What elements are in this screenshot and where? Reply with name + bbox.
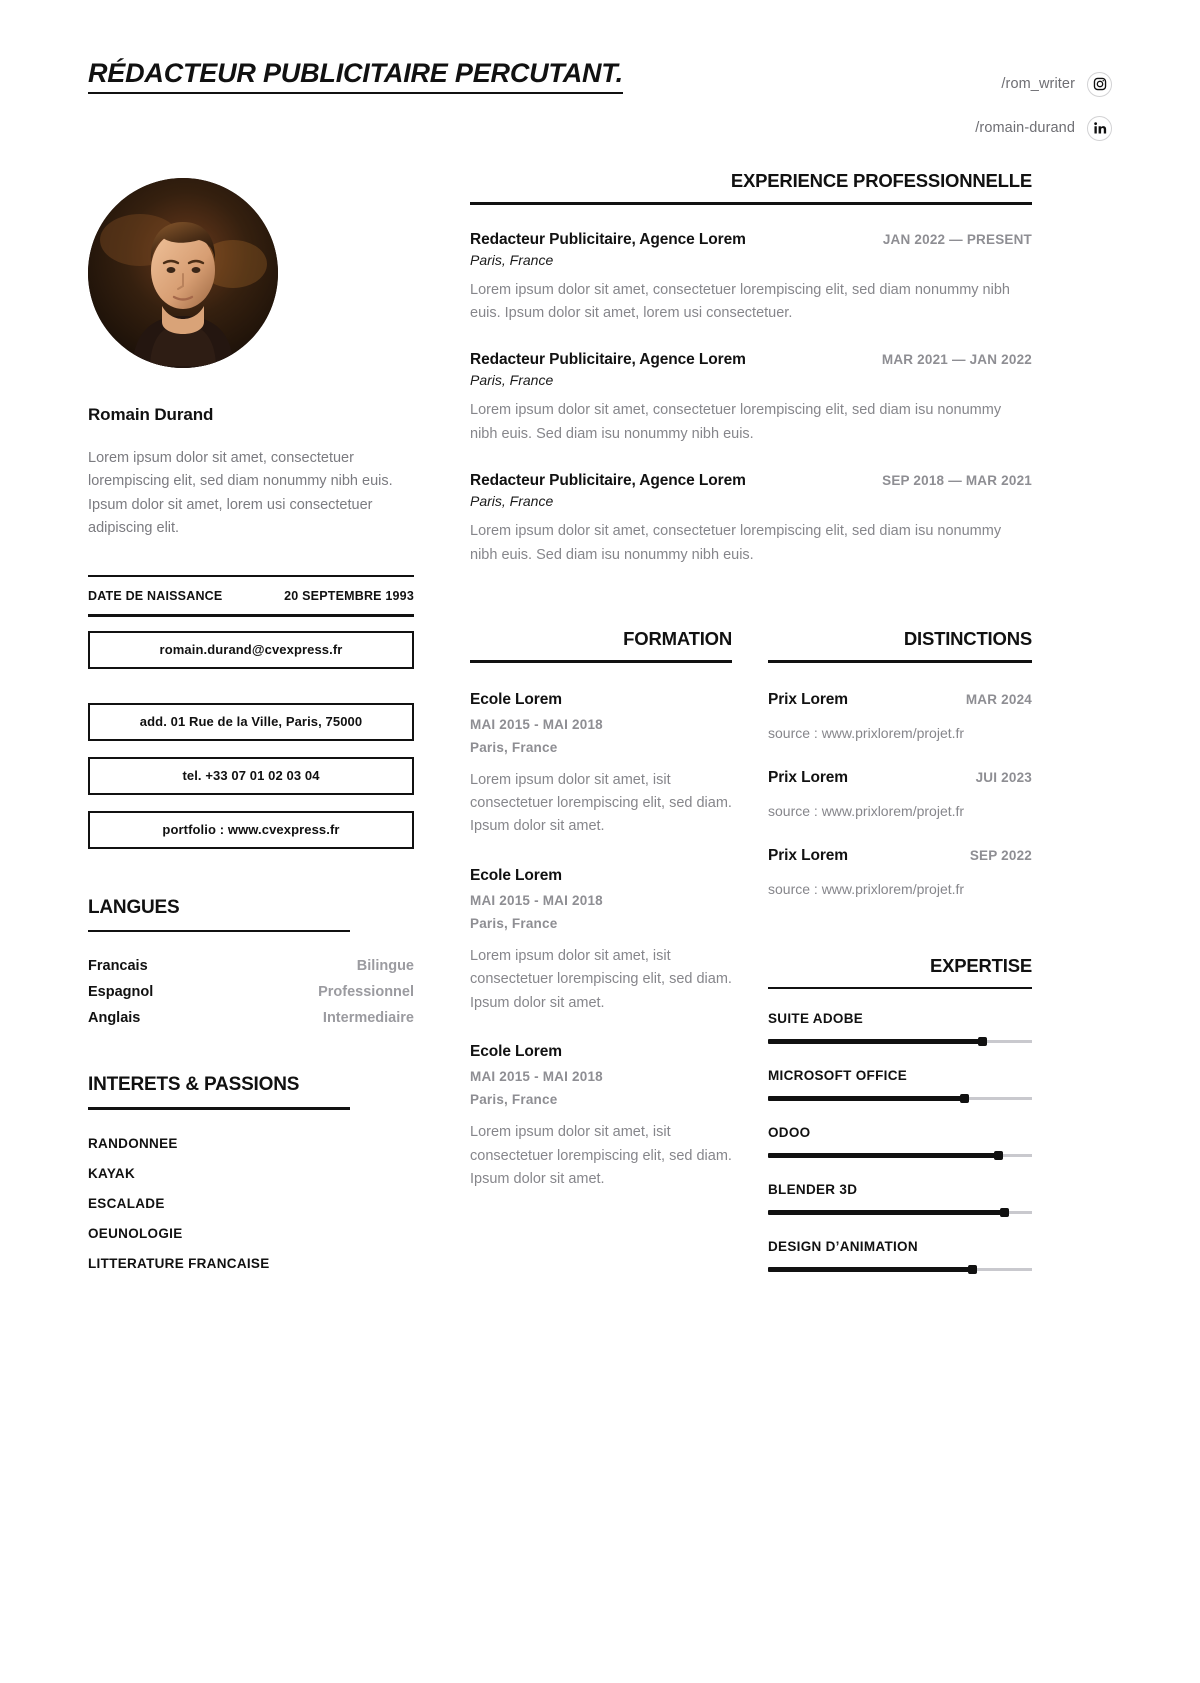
social-handle: /romain-durand xyxy=(975,120,1075,136)
list-item: LITTERATURE FRANCAISE xyxy=(88,1255,270,1271)
contact-address[interactable]: add. 01 Rue de la Ville, Paris, 75000 xyxy=(88,703,414,741)
linkedin-icon[interactable] xyxy=(1087,116,1112,141)
skill-bar xyxy=(768,1265,1032,1274)
skill-item xyxy=(768,1011,1032,1046)
skill-bar-fill xyxy=(768,1267,974,1272)
job-description: Lorem ipsum dolor sit amet, consectetuer lorempiscing elit, sed diam isu nonummy nibh euis. Sed diam isu nonummy nibh euis. xyxy=(470,402,1002,442)
skill-name: BLENDER 3D xyxy=(768,1182,858,1197)
distinction-date: MAR 2024 xyxy=(965,691,1032,707)
section-title: DISTINCTIONS xyxy=(903,628,1032,649)
school-dates: MAI 2015 - MAI 2018 xyxy=(470,892,603,908)
skill-item xyxy=(768,1182,1032,1217)
section-expertise xyxy=(768,955,1032,1275)
list-item: ESCALADE xyxy=(88,1195,165,1211)
skill-bar-knob xyxy=(960,1094,969,1103)
skill-item xyxy=(768,1068,1032,1103)
contact-portfolio[interactable]: portfolio : www.cvexpress.fr xyxy=(88,811,414,849)
distinction-name: Prix Lorem xyxy=(768,690,848,708)
skill-bar-fill xyxy=(768,1153,1000,1158)
social-handle: /rom_writer xyxy=(1001,76,1075,92)
language-level: Bilingue xyxy=(356,958,414,975)
language-name: Francais xyxy=(88,958,148,975)
sidebar xyxy=(88,178,414,1286)
social-instagram[interactable] xyxy=(812,66,1112,102)
skill-item xyxy=(768,1125,1032,1160)
skill-bar xyxy=(768,1037,1032,1046)
lower-columns xyxy=(470,628,1032,1274)
skill-bar-knob xyxy=(968,1265,977,1274)
education-item xyxy=(470,1043,732,1191)
skill-name: SUITE ADOBE xyxy=(768,1011,864,1026)
divider xyxy=(768,987,1032,990)
section-interets xyxy=(88,1074,414,1271)
distinction-date: JUI 2023 xyxy=(975,769,1032,785)
social-links xyxy=(812,66,1112,154)
education-item xyxy=(470,867,732,1015)
header xyxy=(88,58,1112,148)
profile-bio: Lorem ipsum dolor sit amet, consectetuer lorempiscing elit, sed diam nonummy nibh euis. Ipsum dolor sit amet, lorem usi consectetuer adipiscing elit. xyxy=(88,450,393,537)
list-item: OEUNOLOGIE xyxy=(88,1225,183,1241)
language-row xyxy=(88,958,414,974)
section-distinctions xyxy=(768,628,1032,1274)
skill-name: DESIGN D’ANIMATION xyxy=(768,1239,918,1254)
contact-phone[interactable]: tel. +33 07 01 02 03 04 xyxy=(88,757,414,795)
job-description: Lorem ipsum dolor sit amet, consectetuer lorempiscing elit, sed diam isu nonummy nibh euis. Sed diam isu nonummy nibh euis. xyxy=(470,523,1002,563)
skill-bar xyxy=(768,1151,1032,1160)
school-name: Ecole Lorem xyxy=(470,1043,562,1061)
dob-value: 20 SEPTEMBRE 1993 xyxy=(284,589,414,604)
section-experience xyxy=(470,170,1032,567)
skill-name: MICROSOFT OFFICE xyxy=(768,1068,908,1083)
skill-bar-knob xyxy=(978,1037,987,1046)
skill-bar-knob xyxy=(1000,1208,1009,1217)
skill-bar-knob xyxy=(994,1151,1003,1160)
job-title: Redacteur Publicitaire, Agence Lorem xyxy=(470,351,746,369)
experience-item xyxy=(470,472,1032,567)
job-title: Redacteur Publicitaire, Agence Lorem xyxy=(470,230,746,248)
profile-name: Romain Durand xyxy=(88,405,214,424)
list-item: RANDONNEE xyxy=(88,1135,178,1151)
section-title: EXPERTISE xyxy=(929,954,1032,976)
school-description: Lorem ipsum dolor sit amet, isit consectetuer lorempiscing elit, sed diam. Ipsum dolor sit amet. xyxy=(470,771,732,835)
divider xyxy=(470,660,732,663)
language-name: Anglais xyxy=(88,1010,141,1027)
section-langues xyxy=(88,897,414,1027)
school-dates: MAI 2015 - MAI 2018 xyxy=(470,716,603,732)
school-location: Paris, France xyxy=(470,1092,558,1108)
job-location: Paris, France xyxy=(470,251,554,268)
divider xyxy=(768,660,1032,663)
page-title: RÉDACTEUR PUBLICITAIRE PERCUTANT. xyxy=(88,58,623,94)
distinction-item xyxy=(768,691,1032,741)
divider xyxy=(88,614,414,617)
skill-name: ODOO xyxy=(768,1125,811,1140)
distinction-item xyxy=(768,847,1032,897)
instagram-icon[interactable] xyxy=(1087,72,1112,97)
divider xyxy=(88,930,350,933)
language-level: Professionnel xyxy=(318,984,414,1001)
contact-email[interactable]: romain.durand@cvexpress.fr xyxy=(88,631,414,669)
school-name: Ecole Lorem xyxy=(470,866,562,884)
section-formation xyxy=(470,628,732,1274)
skill-bar xyxy=(768,1208,1032,1217)
job-date: SEP 2018 — MAR 2021 xyxy=(882,473,1032,489)
school-location: Paris, France xyxy=(470,915,558,931)
distinction-name: Prix Lorem xyxy=(768,768,848,786)
skill-bar-fill xyxy=(768,1039,984,1044)
language-row xyxy=(88,984,414,1000)
distinction-name: Prix Lorem xyxy=(768,846,848,864)
school-description: Lorem ipsum dolor sit amet, isit consectetuer lorempiscing elit, sed diam. Ipsum dolor sit amet. xyxy=(470,1124,732,1188)
avatar xyxy=(88,178,278,368)
job-description: Lorem ipsum dolor sit amet, consectetuer lorempiscing elit, sed diam nonummy nibh euis. Ipsum dolor sit amet, lorem usi consectetuer. xyxy=(470,281,1010,321)
distinction-source: source : www.prixlorem/projet.fr xyxy=(768,724,965,741)
distinction-source: source : www.prixlorem/projet.fr xyxy=(768,880,965,897)
section-title: EXPERIENCE PROFESSIONNELLE xyxy=(730,170,1032,191)
language-level: Intermediaire xyxy=(322,1010,414,1027)
experience-item xyxy=(470,231,1032,326)
divider xyxy=(470,202,1032,205)
school-location: Paris, France xyxy=(470,739,558,755)
dob-row xyxy=(88,577,414,614)
social-linkedin[interactable] xyxy=(812,110,1112,146)
language-name: Espagnol xyxy=(88,984,154,1001)
job-location: Paris, France xyxy=(470,493,554,510)
education-item xyxy=(470,691,732,839)
dob-block xyxy=(88,575,414,617)
distinction-date: SEP 2022 xyxy=(969,847,1032,863)
language-row xyxy=(88,1010,414,1026)
list-item: KAYAK xyxy=(88,1165,136,1181)
skill-bar-fill xyxy=(768,1096,966,1101)
section-title: LANGUES xyxy=(88,896,180,918)
job-date: JAN 2022 — PRESENT xyxy=(882,231,1032,247)
job-date: MAR 2021 — JAN 2022 xyxy=(881,352,1032,368)
school-name: Ecole Lorem xyxy=(470,690,562,708)
job-location: Paris, France xyxy=(470,372,554,389)
skill-bar xyxy=(768,1094,1032,1103)
skill-item xyxy=(768,1239,1032,1274)
distinction-item xyxy=(768,769,1032,819)
skill-bar-fill xyxy=(768,1210,1006,1215)
experience-item xyxy=(470,351,1032,446)
school-dates: MAI 2015 - MAI 2018 xyxy=(470,1069,603,1085)
section-title: FORMATION xyxy=(623,628,732,649)
job-title: Redacteur Publicitaire, Agence Lorem xyxy=(470,472,746,490)
school-description: Lorem ipsum dolor sit amet, isit consectetuer lorempiscing elit, sed diam. Ipsum dolor sit amet. xyxy=(470,947,732,1011)
divider xyxy=(88,1107,350,1110)
distinction-source: source : www.prixlorem/projet.fr xyxy=(768,802,965,819)
dob-label: DATE DE NAISSANCE xyxy=(88,589,223,604)
section-title: INTERETS & PASSIONS xyxy=(88,1074,300,1096)
